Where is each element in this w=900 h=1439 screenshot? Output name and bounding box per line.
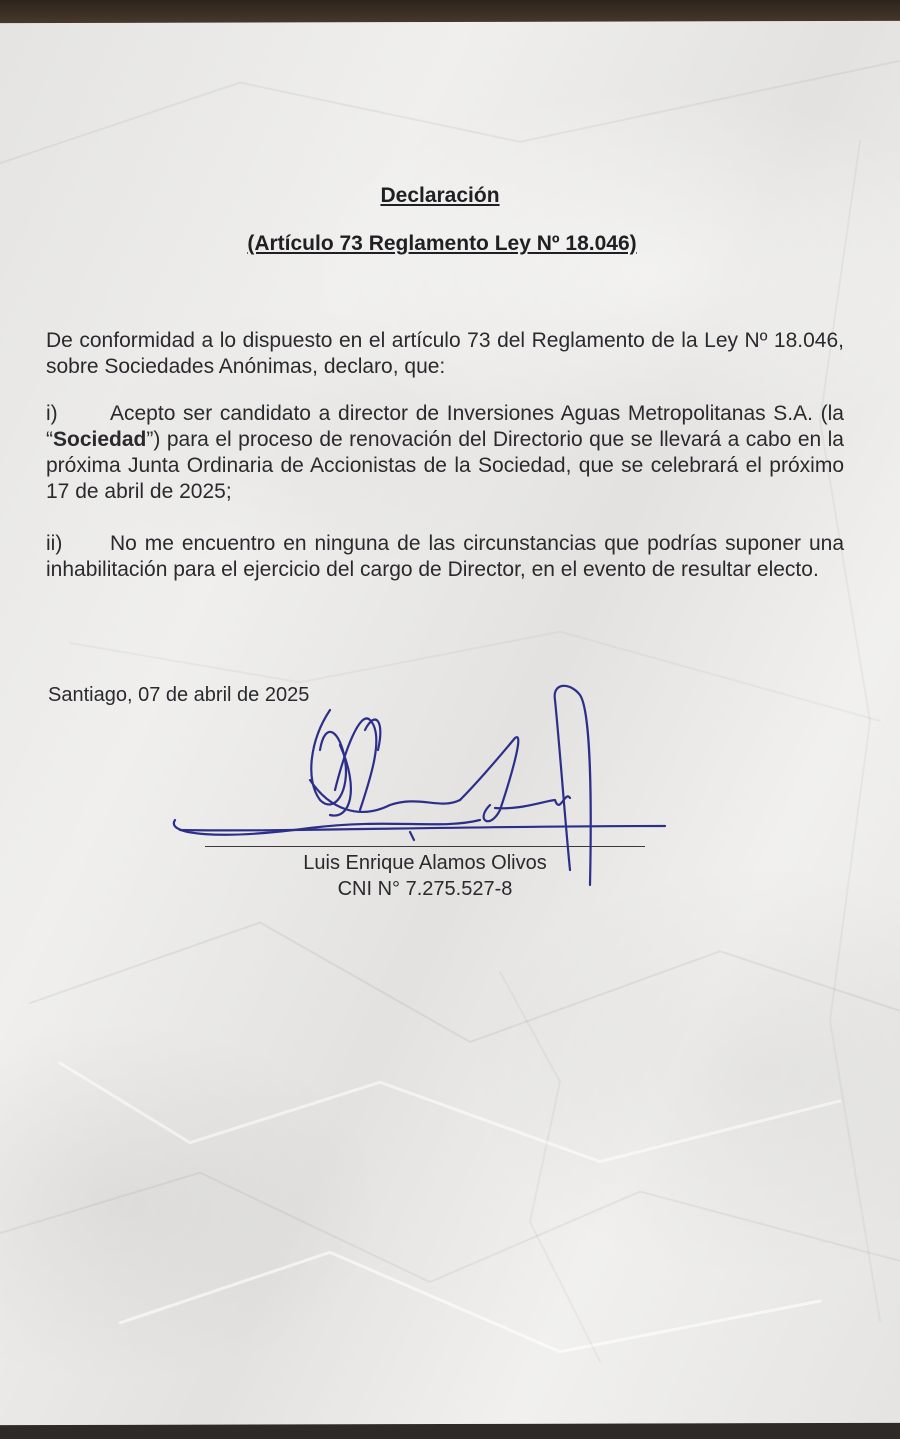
declaration-item-2 xyxy=(46,531,844,583)
item-text-part: ”) para el proceso de renovación del Directorio que se llevará a cabo en la próxima Junta Ordinaria de Accionistas de la Sociedad, que se celebrará el próximo 17 de abril de 2025; xyxy=(46,428,844,503)
signer-name: Luis Enrique Alamos Olivos xyxy=(303,852,547,874)
document-title: Declaración xyxy=(380,184,500,207)
place-and-date: Santiago, 07 de abril de 2025 xyxy=(48,684,310,706)
item-bold-term: Sociedad xyxy=(53,428,147,451)
document-subtitle: (Artículo 73 Reglamento Ley Nº 18.046) xyxy=(247,232,637,255)
signer-id-number: CNI N° 7.275.527-8 xyxy=(337,878,513,900)
item-marker: ii) xyxy=(46,532,63,555)
intro-paragraph: De conformidad a lo dispuesto en el artículo 73 del Reglamento de la Ley Nº 18.046, sobre Sociedades Anónimas, declaro, que: xyxy=(46,329,844,378)
item-text-part: Acepto ser candidato a director de Inversiones Aguas Metropolitanas S.A. (la “ xyxy=(46,402,844,451)
declaration-item-1 xyxy=(46,401,844,505)
item-text: No me encuentro en ninguna de las circunstancias que podrías suponer una inhabilitación para el ejercicio del cargo de Director, en el evento de resultar electo. xyxy=(46,532,844,581)
item-marker: i) xyxy=(46,402,58,425)
